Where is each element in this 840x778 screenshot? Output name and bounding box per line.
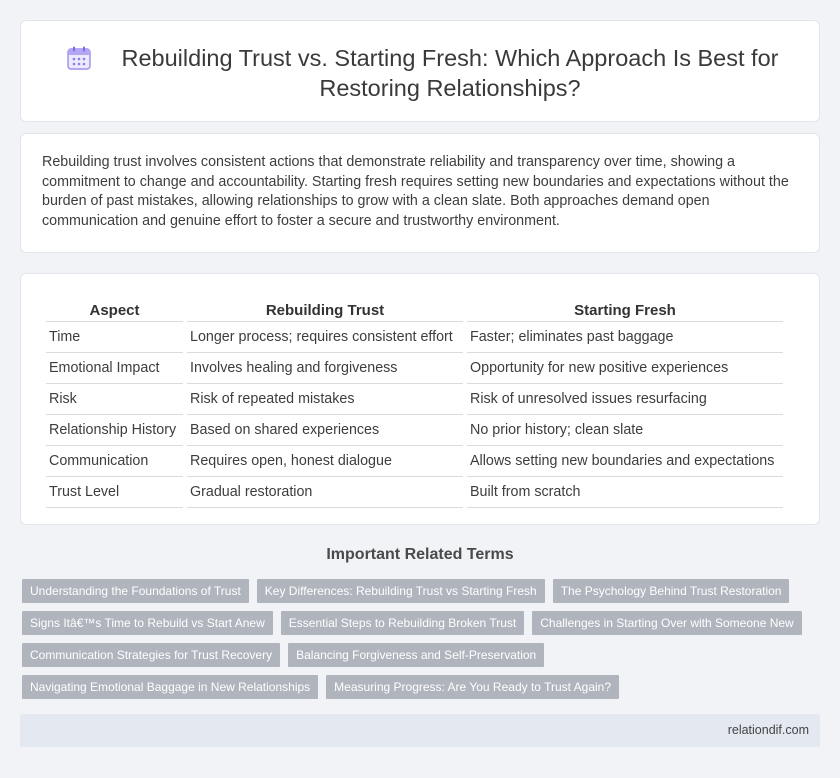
related-terms-heading: Important Related Terms xyxy=(326,546,514,563)
related-term-link[interactable]: The Psychology Behind Trust Restoration xyxy=(553,579,790,603)
cell-aspect: Communication xyxy=(46,446,183,477)
cell-fresh: Risk of unresolved issues resurfacing xyxy=(467,384,783,415)
site-name[interactable]: relationdif.com xyxy=(727,723,809,737)
table-row xyxy=(46,477,783,508)
related-term-link[interactable]: Communication Strategies for Trust Recovery xyxy=(22,643,280,667)
cell-rebuilding: Requires open, honest dialogue xyxy=(187,446,463,477)
cell-aspect: Risk xyxy=(46,384,183,415)
related-term-link[interactable]: Understanding the Foundations of Trust xyxy=(22,579,249,603)
cell-aspect: Relationship History xyxy=(46,415,183,446)
cell-rebuilding: Longer process; requires consistent effort xyxy=(187,322,463,353)
header-rebuilding-trust: Rebuilding Trust xyxy=(187,296,463,322)
cell-aspect: Emotional Impact xyxy=(46,353,183,384)
related-term-link[interactable]: Essential Steps to Rebuilding Broken Trust xyxy=(281,611,524,635)
cell-fresh: Allows setting new boundaries and expectations xyxy=(467,446,783,477)
cell-fresh: Faster; eliminates past baggage xyxy=(467,322,783,353)
title-card xyxy=(20,20,820,122)
cell-fresh: Built from scratch xyxy=(467,477,783,508)
related-term-link[interactable]: Challenges in Starting Over with Someone New xyxy=(532,611,801,635)
cell-aspect: Trust Level xyxy=(46,477,183,508)
cell-rebuilding: Risk of repeated mistakes xyxy=(187,384,463,415)
cell-fresh: Opportunity for new positive experiences xyxy=(467,353,783,384)
header-starting-fresh: Starting Fresh xyxy=(467,296,783,322)
related-terms-list xyxy=(22,579,812,699)
table-row xyxy=(46,415,783,446)
table-row xyxy=(46,353,783,384)
footer xyxy=(20,714,820,747)
related-term-link[interactable]: Key Differences: Rebuilding Trust vs Starting Fresh xyxy=(257,579,545,603)
intro-card xyxy=(20,133,820,253)
related-term-link[interactable]: Measuring Progress: Are You Ready to Trust Again? xyxy=(326,675,619,699)
related-term-link[interactable]: Navigating Emotional Baggage in New Relationships xyxy=(22,675,318,699)
comparison-card xyxy=(20,273,820,525)
related-term-link[interactable]: Signs Itâ€™s Time to Rebuild vs Start Anew xyxy=(22,611,273,635)
header-aspect: Aspect xyxy=(46,296,183,322)
comparison-table xyxy=(42,296,787,508)
table-row xyxy=(46,322,783,353)
related-term-link[interactable]: Balancing Forgiveness and Self-Preservation xyxy=(288,643,544,667)
page-title: Rebuilding Trust vs. Starting Fresh: Which Approach Is Best for Restoring Relationships? xyxy=(121,45,779,101)
cell-rebuilding: Involves healing and forgiveness xyxy=(187,353,463,384)
cell-fresh: No prior history; clean slate xyxy=(467,415,783,446)
table-row xyxy=(46,384,783,415)
table-row xyxy=(46,446,783,477)
cell-aspect: Time xyxy=(46,322,183,353)
cell-rebuilding: Based on shared experiences xyxy=(187,415,463,446)
cell-rebuilding: Gradual restoration xyxy=(187,477,463,508)
table-header-row xyxy=(46,296,783,322)
intro-paragraph: Rebuilding trust involves consistent actions that demonstrate reliability and transparency over time, showing a commitment to change and accountability. Starting fresh requires setting new boundaries and expectations without the burden of past mistakes, allowing relationships to grow with a clean slate. Both approaches demand open communication and genuine effort to foster a secure and trustworthy environment. xyxy=(42,154,789,229)
